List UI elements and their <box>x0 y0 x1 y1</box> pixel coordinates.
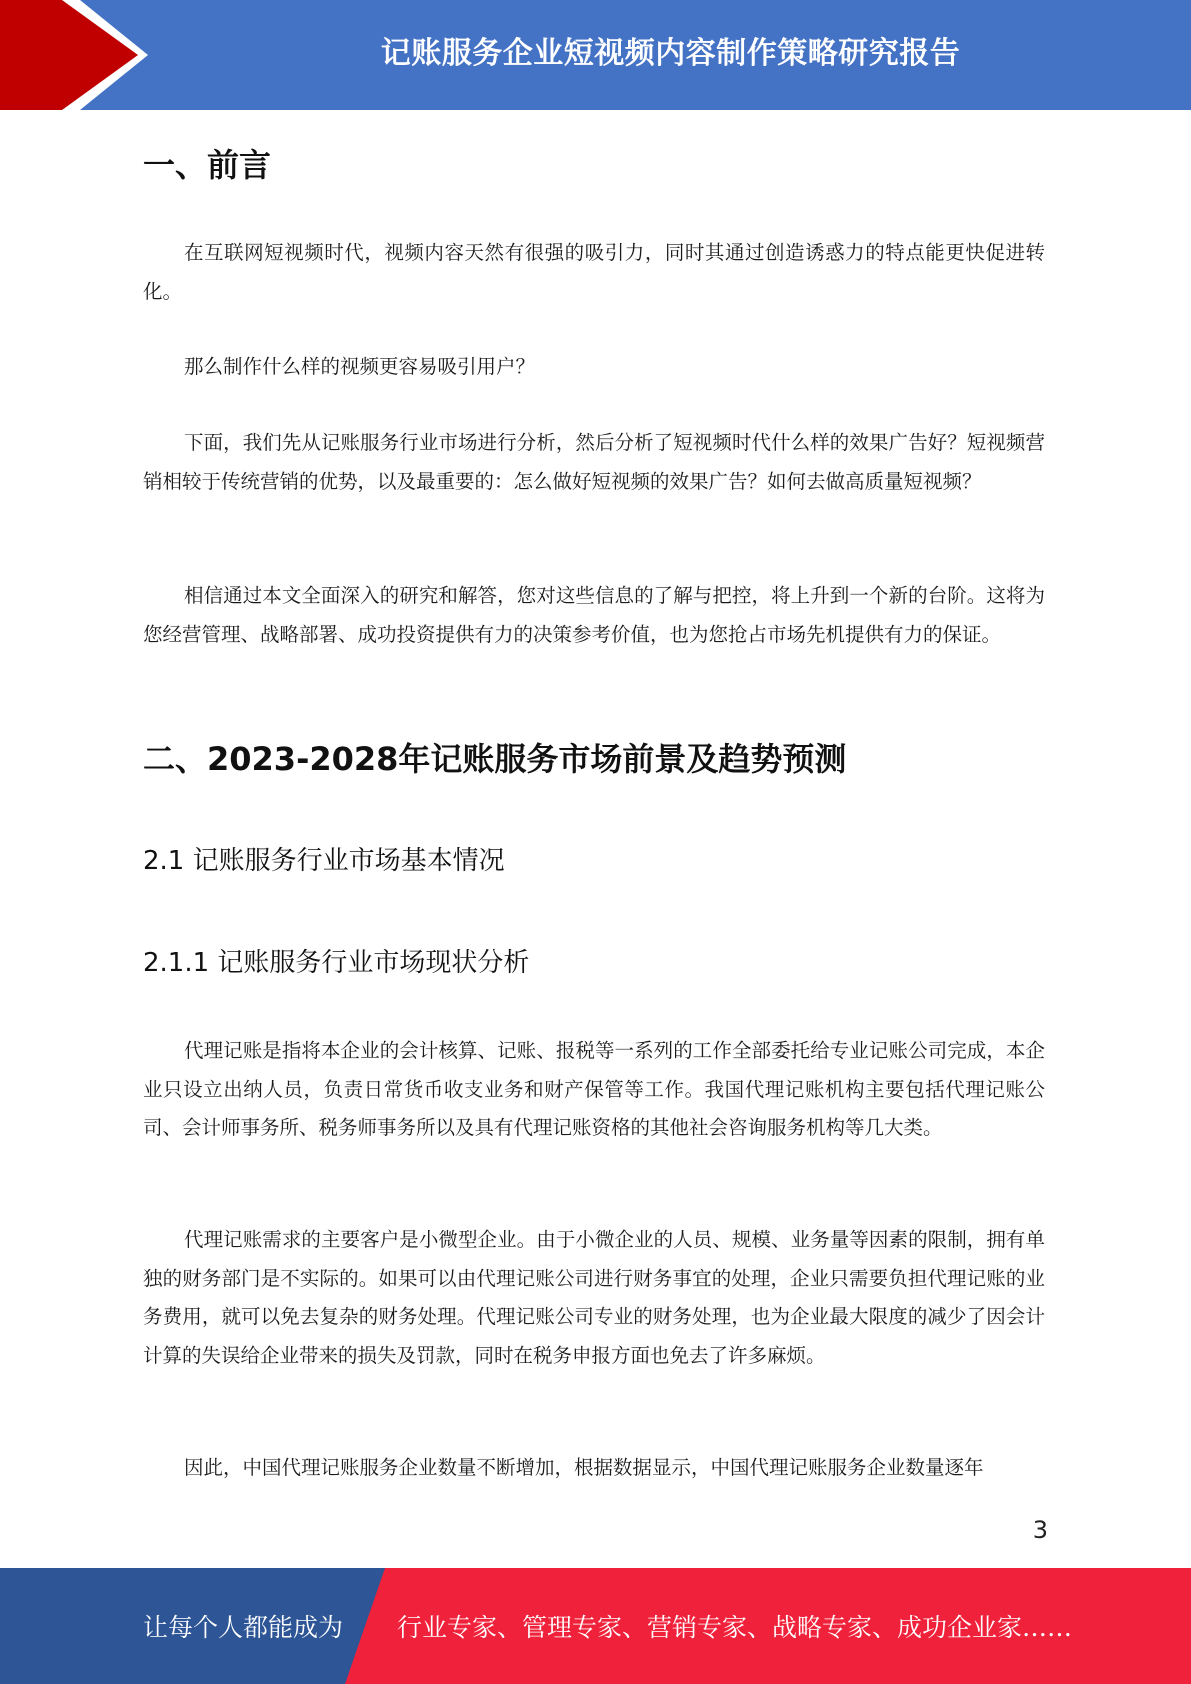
subsubsection-heading: 2.1.1 记账服务行业市场现状分析 <box>143 948 530 978</box>
footer-slogan: 让每个人都能成为 <box>143 1613 344 1642</box>
footer-roles: 行业专家、管理专家、营销专家、战略专家、成功企业家…… <box>397 1613 1073 1642</box>
paragraph: 代理记账需求的主要客户是小微型企业。由于小微企业的人员、规模、业务量等因素的限制，拥有单独的财务部门是不实际的。如果可以由代理记账公司进行财务事宜的处理，企业只需要负担代理记账的业务费用，就可以免去复杂的财务处理。代理记账公司专业的财务处理，也为企业最大限度的减少了因会计计算的失误给企业带来的损失及罚款，同时在税务申报方面也免去了许多麻烦。 <box>143 1228 1045 1367</box>
header-banner <box>0 0 1191 110</box>
paragraph: 在互联网短视频时代，视频内容天然有很强的吸引力，同时其通过创造诱惑力的特点能更快促进转化。 <box>143 241 1045 303</box>
page-number: 3 <box>1032 1516 1048 1544</box>
paragraph: 下面，我们先从记账服务行业市场进行分析，然后分析了短视频时代什么样的效果广告好？短视频营销相较于传统营销的优势，以及最重要的：怎么做好短视频的效果广告？如何去做高质量短视频？ <box>143 431 1045 493</box>
paragraph: 那么制作什么样的视频更容易吸引用户？ <box>184 355 536 378</box>
paragraph: 因此，中国代理记账服务企业数量不断增加，根据数据显示，中国代理记账服务企业数量逐年 <box>184 1456 984 1479</box>
subsection-heading: 2.1 记账服务行业市场基本情况 <box>143 846 505 876</box>
document-title: 记账服务企业短视频内容制作策略研究报告 <box>380 36 961 71</box>
paragraph: 相信通过本文全面深入的研究和解答，您对这些信息的了解与把控，将上升到一个新的台阶。这将为您经营管理、战略部署、成功投资提供有力的决策参考价值，也为您抢占市场先机提供有力的保证。 <box>143 584 1045 646</box>
section-heading-preface: 一、前言 <box>143 146 272 184</box>
paragraph: 代理记账是指将本企业的会计核算、记账、报税等一系列的工作全部委托给专业记账公司完成，本企业只设立出纳人员，负责日常货币收支业务和财产保管等工作。我国代理记账机构主要包括代理记账公司、会计师事务所、税务师事务所以及具有代理记账资格的其他社会咨询服务机构等几大类。 <box>143 1039 1045 1139</box>
footer-banner <box>0 1568 1191 1684</box>
section-heading-forecast: 二、2023-2028年记账服务市场前景及趋势预测 <box>143 740 847 778</box>
